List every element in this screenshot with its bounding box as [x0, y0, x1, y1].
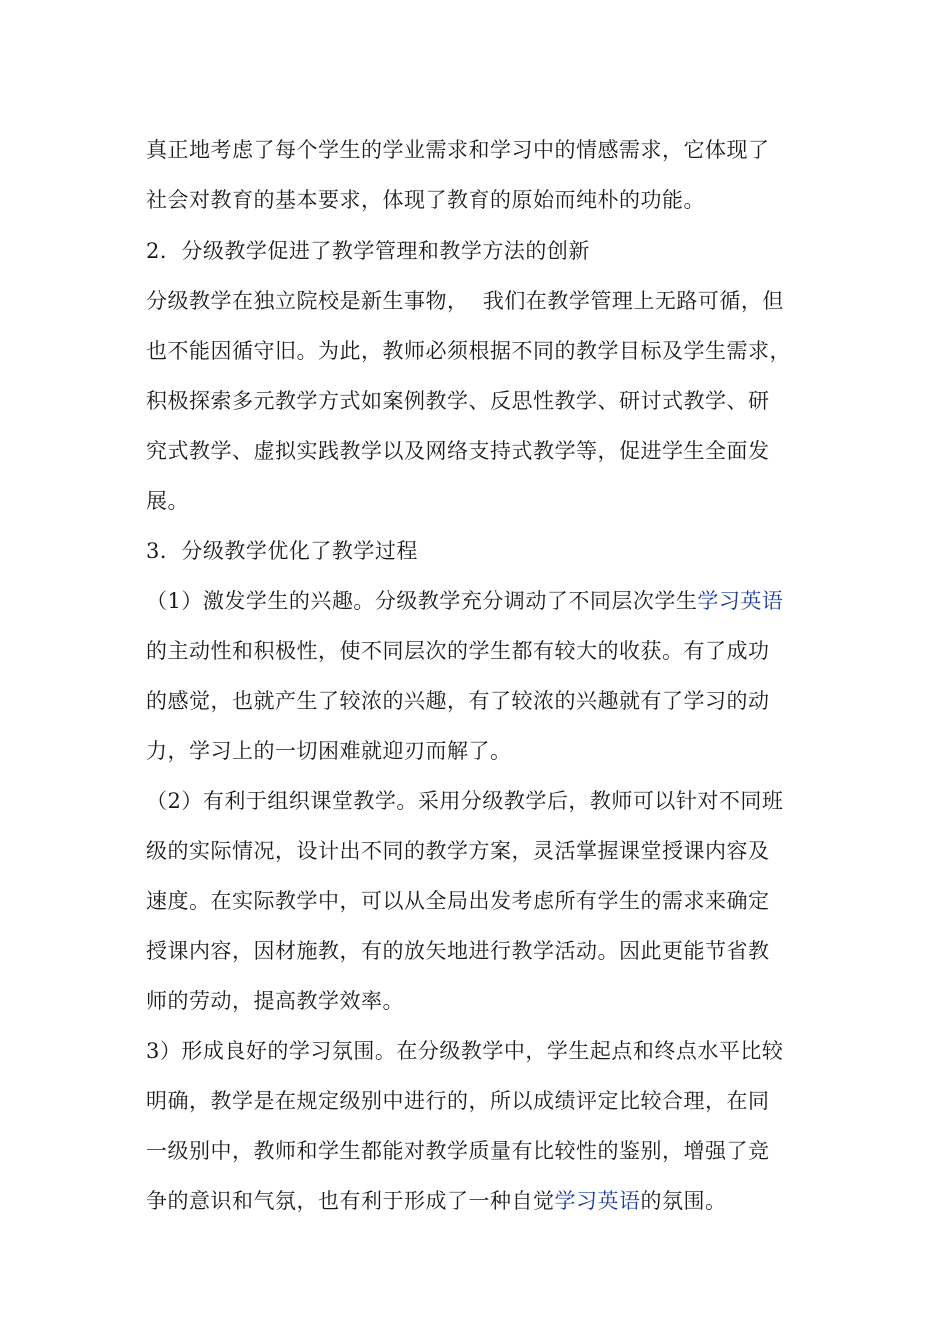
study-english-link[interactable]: 学习英语	[554, 1189, 641, 1213]
paragraph-line: 一级别中，教师和学生都能对教学质量有比较性的鉴别，增强了竞	[146, 1139, 770, 1163]
paragraph-line: 社会对教育的基本要求，体现了教育的原始而纯朴的功能。	[146, 188, 705, 212]
paragraph-line: 积极探索多元教学方式如案例教学、反思性教学、研讨式教学、研	[146, 389, 770, 413]
paragraph-line	[146, 587, 783, 615]
paragraph-line: 也不能因循守旧。为此，教师必须根据不同的教学目标及学生需求，	[146, 339, 791, 363]
line-text: （1）激发学生的兴趣。分级教学充分调动了不同层次学生	[146, 589, 698, 613]
section-heading: 3．分级教学优化了教学过程	[146, 539, 418, 563]
paragraph-line: 级的实际情况，设计出不同的教学方案，灵活掌握课堂授课内容及	[146, 839, 770, 863]
paragraph-line: 速度。在实际教学中，可以从全局出发考虑所有学生的需求来确定	[146, 889, 770, 913]
paragraph-line: 分级教学在独立院校是新生事物， 我们在教学管理上无路可循，但	[146, 289, 784, 313]
paragraph-line: 究式教学、虚拟实践教学以及网络支持式教学等，促进学生全面发	[146, 439, 770, 463]
paragraph-line	[146, 1187, 727, 1215]
paragraph-line: 展。	[146, 489, 189, 513]
section-heading: 2．分级教学促进了教学管理和教学方法的创新	[146, 239, 590, 263]
line-text: 争的意识和气氛，也有利于形成了一种自觉	[146, 1189, 555, 1213]
paragraph-line: 力，学习上的一切困难就迎刃而解了。	[146, 739, 512, 763]
paragraph-line: 授课内容，因材施教，有的放矢地进行教学活动。因此更能节省教	[146, 939, 770, 963]
paragraph-line: 真正地考虑了每个学生的学业需求和学习中的情感需求，它体现了	[146, 138, 770, 162]
paragraph-line: （2）有利于组织课堂教学。采用分级教学后，教师可以针对不同班	[146, 789, 784, 813]
paragraph-line: 明确，教学是在规定级别中进行的，所以成绩评定比较合理，在同	[146, 1089, 770, 1113]
paragraph-line: 的主动性和积极性，使不同层次的学生都有较大的收获。有了成功	[146, 639, 770, 663]
paragraph-line: 3）形成良好的学习氛围。在分级教学中，学生起点和终点水平比较	[146, 1039, 784, 1063]
paragraph-line: 的感觉，也就产生了较浓的兴趣，有了较浓的兴趣就有了学习的动	[146, 689, 770, 713]
paragraph-line: 师的劳动，提高教学效率。	[146, 989, 404, 1013]
study-english-link[interactable]: 学习英语	[697, 589, 784, 613]
line-text: 的氛围。	[640, 1189, 727, 1213]
